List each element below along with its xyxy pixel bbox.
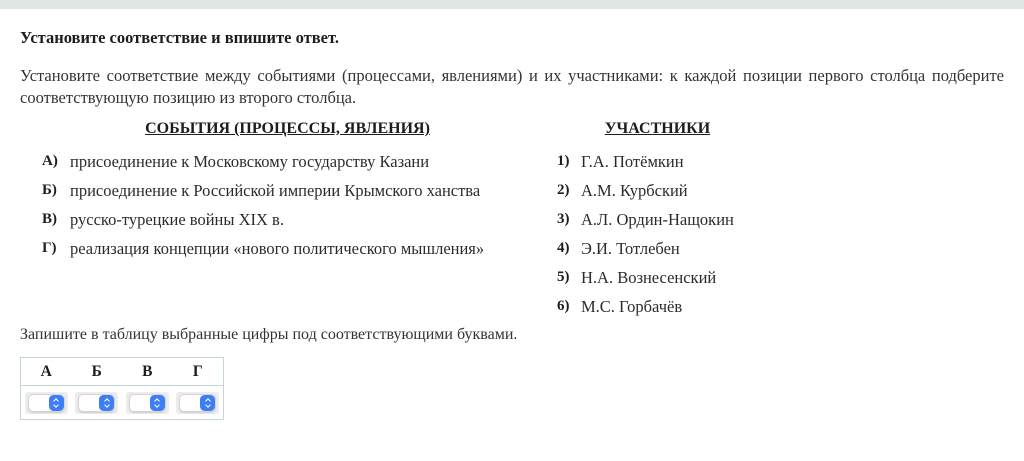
chevron-down-icon: [205, 402, 211, 408]
item-label: 3): [557, 211, 570, 227]
item-text: Э.И. Тотлебен: [581, 239, 680, 258]
page-top-strip: [0, 0, 1024, 9]
item-text: присоединение к Московскому государству Казани: [70, 152, 430, 171]
answer-control-b: [75, 392, 118, 414]
chevron-down-icon: [154, 402, 160, 408]
chevron-down-icon: [53, 402, 59, 408]
participants-column-header: УЧАСТНИКИ: [604, 120, 711, 137]
answer-control-g: [176, 392, 219, 414]
answer-column-header-v: В: [142, 362, 153, 380]
answer-select-v[interactable]: [129, 394, 166, 412]
stepper-icon[interactable]: [49, 395, 64, 411]
item-text: реализация концепции «нового политического мышления»: [70, 239, 485, 258]
answer-select-a[interactable]: [28, 394, 65, 412]
list-item: [555, 147, 760, 176]
item-label: 5): [557, 269, 570, 285]
events-column-header: СОБЫТИЯ (ПРОЦЕССЫ, ЯВЛЕНИЯ): [145, 120, 430, 137]
item-label: 6): [557, 298, 570, 314]
participants-list: [555, 147, 760, 321]
list-item: [555, 234, 760, 263]
answer-control-v: [126, 392, 169, 414]
list-item: [20, 205, 555, 234]
item-label: 4): [557, 240, 570, 256]
list-item: [555, 263, 760, 292]
list-item: [20, 147, 555, 176]
answer-instruction: Запишите в таблицу выбранные цифры под соответствующими буквами.: [20, 326, 518, 343]
list-item: [555, 292, 760, 321]
participants-column: [555, 120, 760, 321]
item-text: Г.А. Потёмкин: [581, 152, 684, 171]
answer-control-a: [25, 392, 68, 414]
item-text: М.С. Горбачёв: [581, 297, 683, 316]
answer-table-value-row: [21, 386, 223, 419]
stepper-icon[interactable]: [99, 395, 114, 411]
answer-column-header-g: Г: [192, 362, 203, 380]
item-text: А.Л. Ордин-Нащокин: [581, 210, 734, 229]
events-column: [20, 120, 555, 321]
stepper-icon[interactable]: [150, 395, 165, 411]
list-item: [20, 234, 555, 263]
item-label: Б): [42, 182, 57, 198]
answer-select-b[interactable]: [78, 394, 115, 412]
answer-column-header-a: А: [40, 362, 52, 380]
item-label: В): [42, 211, 57, 227]
matching-columns: [20, 120, 1004, 321]
item-text: присоединение к Российской империи Крымского ханства: [70, 181, 481, 200]
answer-select-g[interactable]: [179, 394, 216, 412]
chevron-down-icon: [104, 402, 110, 408]
task-instruction: Установите соответствие между событиями (процессами, явлениями) и их участниками: к каждой позиции первого столбца подберите соответствующую позицию из второго столбца.: [20, 66, 1004, 107]
item-text: русско-турецкие войны XIX в.: [70, 210, 284, 229]
list-item: [20, 176, 555, 205]
item-text: А.М. Курбский: [581, 181, 688, 200]
answer-table-header-row: [21, 358, 223, 386]
item-label: Г): [42, 240, 57, 256]
item-label: 2): [557, 182, 570, 198]
stepper-icon[interactable]: [200, 395, 215, 411]
list-item: [555, 176, 760, 205]
events-list: [20, 147, 555, 263]
task-heading: Установите соответствие и впишите ответ.: [20, 28, 339, 47]
item-label: 1): [557, 153, 570, 169]
list-item: [555, 205, 760, 234]
answer-table: [20, 357, 224, 420]
item-label: А): [42, 153, 58, 169]
task-page: [0, 28, 1024, 420]
item-text: Н.А. Вознесенский: [581, 268, 717, 287]
answer-column-header-b: Б: [91, 362, 102, 380]
